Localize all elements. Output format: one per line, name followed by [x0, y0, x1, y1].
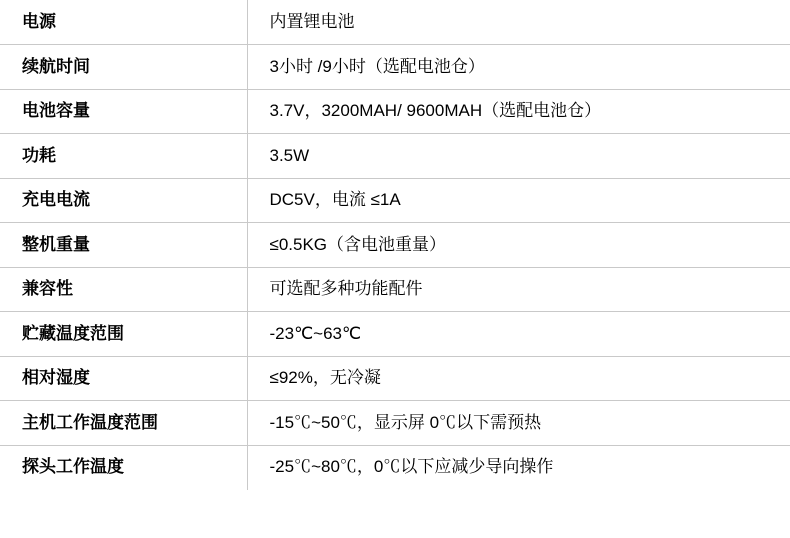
spec-label: 兼容性 [0, 267, 247, 312]
spec-label: 电池容量 [0, 89, 247, 134]
table-row [0, 267, 790, 312]
spec-value: -25℃~80℃，0℃以下应减少导向操作 [247, 445, 790, 490]
spec-value: ≤92%，无冷凝 [247, 356, 790, 401]
spec-value: 3.5W [247, 134, 790, 179]
table-row [0, 45, 790, 90]
spec-label: 整机重量 [0, 223, 247, 268]
spec-value: DC5V，电流 ≤1A [247, 178, 790, 223]
spec-value: 可选配多种功能配件 [247, 267, 790, 312]
spec-value: 内置锂电池 [247, 0, 790, 45]
table-row [0, 0, 790, 45]
table-row [0, 178, 790, 223]
table-row [0, 445, 790, 490]
table-row [0, 134, 790, 179]
table-row [0, 356, 790, 401]
table-row [0, 223, 790, 268]
spec-label: 贮藏温度范围 [0, 312, 247, 357]
spec-label: 续航时间 [0, 45, 247, 90]
spec-value: ≤0.5KG（含电池重量） [247, 223, 790, 268]
spec-label: 电源 [0, 0, 247, 45]
spec-label: 充电电流 [0, 178, 247, 223]
spec-value: 3小时 /9小时（选配电池仓） [247, 45, 790, 90]
spec-value: -15℃~50℃，显示屏 0℃以下需预热 [247, 401, 790, 446]
table-row [0, 312, 790, 357]
spec-label: 主机工作温度范围 [0, 401, 247, 446]
spec-label: 探头工作温度 [0, 445, 247, 490]
spec-value: 3.7V，3200MAH/ 9600MAH（选配电池仓） [247, 89, 790, 134]
spec-value: -23℃~63℃ [247, 312, 790, 357]
table-row [0, 401, 790, 446]
table-row [0, 89, 790, 134]
spec-label: 功耗 [0, 134, 247, 179]
spec-label: 相对湿度 [0, 356, 247, 401]
